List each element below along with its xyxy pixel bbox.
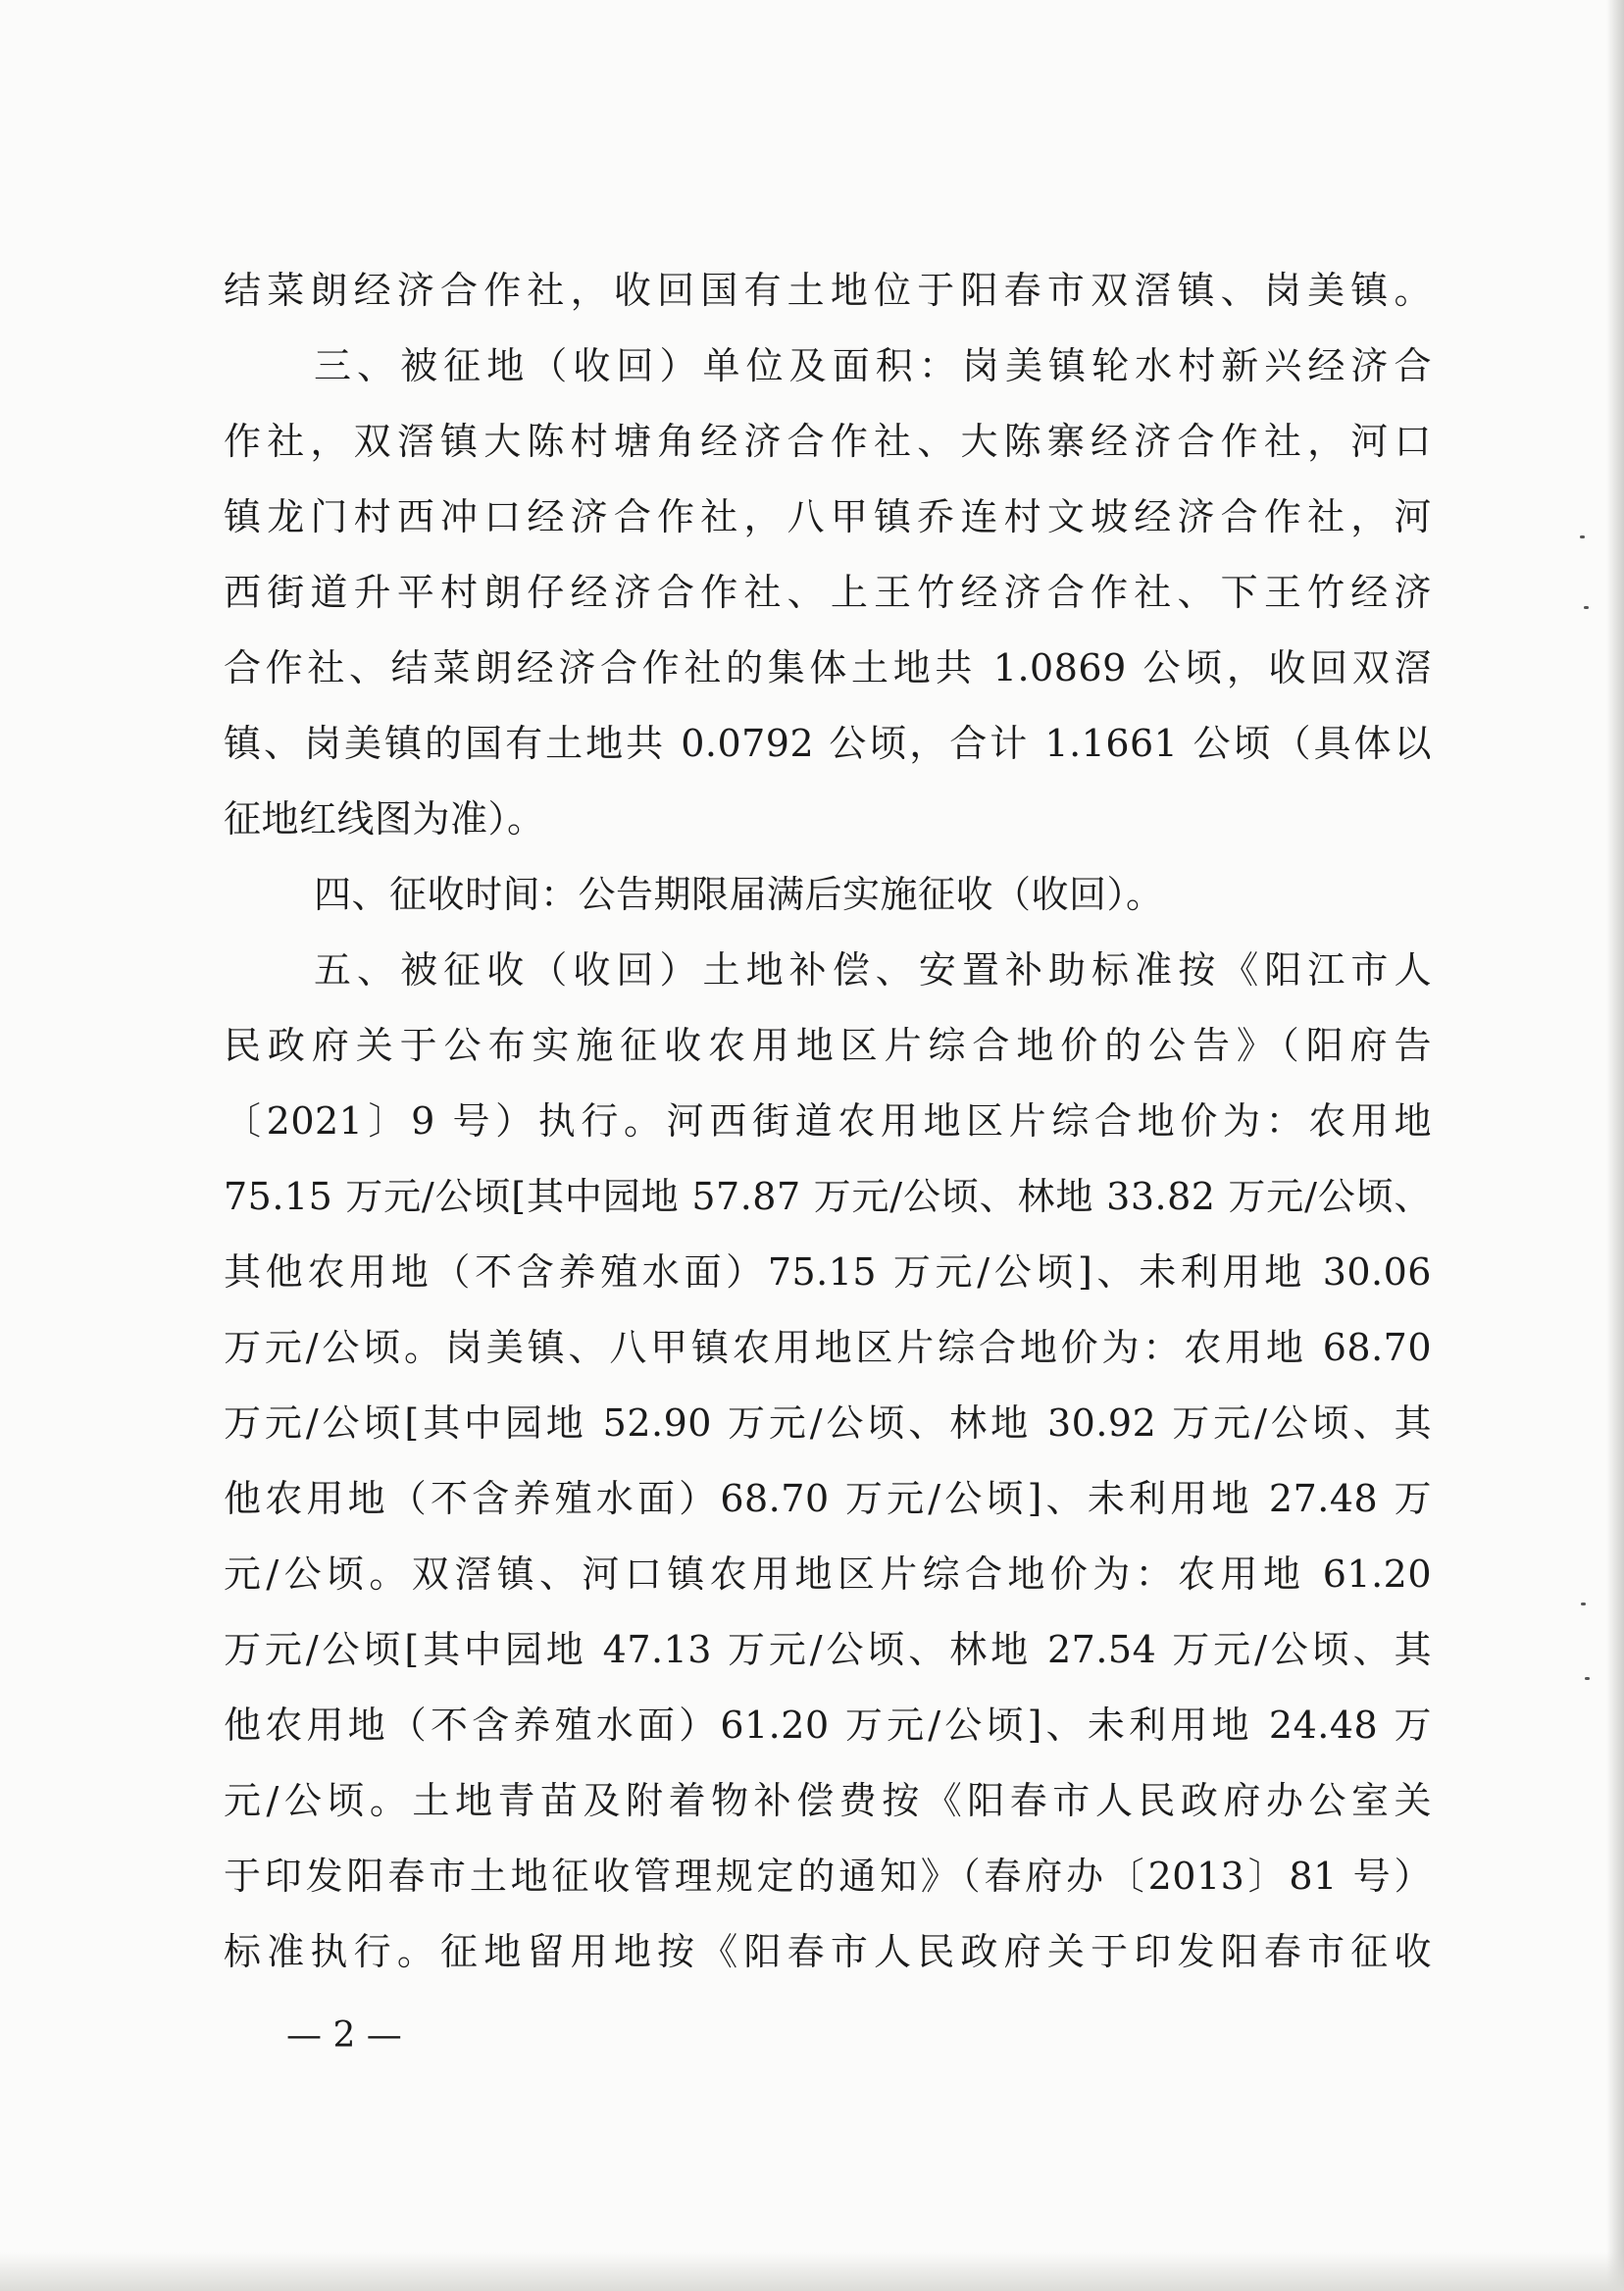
text-line: 结菜朗经济合作社，收回国有土地位于阳春市双滘镇、岗美镇。 xyxy=(224,269,1432,312)
text-line: 他农用地（不含养殖水面）61.20 万元/公顷]、未利用地 24.48 万 xyxy=(224,1704,1432,1747)
scan-speck xyxy=(1581,1603,1586,1605)
scan-speck xyxy=(1585,1677,1590,1680)
text-line: 征地红线图为准）。 xyxy=(224,797,545,840)
body-text xyxy=(224,253,1432,1990)
text-line: 四、征收时间：公告期限届满后实施征收（收回）。 xyxy=(314,873,1164,916)
text-line: 作社，双滘镇大陈村塘角经济合作社、大陈寨经济合作社，河口 xyxy=(224,420,1432,463)
text-line: 他农用地（不含养殖水面）68.70 万元/公顷]、未利用地 27.48 万 xyxy=(224,1477,1432,1520)
text-line: 元/公顷。土地青苗及附着物补偿费按《阳春市人民政府办公室关 xyxy=(224,1779,1432,1822)
text-line: 万元/公顷[其中园地 52.90 万元/公顷、林地 30.92 万元/公顷、其 xyxy=(224,1401,1432,1445)
text-line: 标准执行。征地留用地按《阳春市人民政府关于印发阳春市征收 xyxy=(224,1930,1432,1973)
text-line: 合作社、结菜朗经济合作社的集体土地共 1.0869 公顷，收回双滘 xyxy=(224,646,1432,689)
page-number: — 2 — xyxy=(286,2015,402,2056)
text-line: 万元/公顷[其中园地 47.13 万元/公顷、林地 27.54 万元/公顷、其 xyxy=(224,1628,1432,1671)
scan-shadow-right xyxy=(1606,0,1624,2291)
scan-speck xyxy=(1580,535,1585,538)
text-line: 镇、岗美镇的国有土地共 0.0792 公顷，合计 1.1661 公顷（具体以 xyxy=(224,722,1432,765)
scan-speck xyxy=(1584,606,1589,609)
text-line: 民政府关于公布实施征收农用地区片综合地价的公告》（阳府告 xyxy=(224,1024,1432,1067)
text-line: 五、被征收（收回）土地补偿、安置补助标准按《阳江市人 xyxy=(314,948,1432,992)
text-line: 其他农用地（不含养殖水面）75.15 万元/公顷]、未利用地 30.06 xyxy=(224,1250,1432,1294)
text-line: 三、被征地（收回）单位及面积：岗美镇轮水村新兴经济合 xyxy=(314,344,1432,387)
text-line: 万元/公顷。岗美镇、八甲镇农用地区片综合地价为：农用地 68.70 xyxy=(224,1326,1432,1369)
text-line: 于印发阳春市土地征收管理规定的通知》（春府办〔2013〕81 号） xyxy=(224,1855,1432,1898)
scan-shadow-bottom xyxy=(0,2252,1624,2291)
text-line: 镇龙门村西冲口经济合作社，八甲镇乔连村文坡经济合作社，河 xyxy=(224,495,1432,538)
text-line: 75.15 万元/公顷[其中园地 57.87 万元/公顷、林地 33.82 万元/公顷、 xyxy=(224,1175,1432,1218)
text-line: 元/公顷。双滘镇、河口镇农用地区片综合地价为：农用地 61.20 xyxy=(224,1553,1432,1596)
text-line: 〔2021〕9 号）执行。河西街道农用地区片综合地价为：农用地 xyxy=(224,1099,1432,1143)
text-line: 西街道升平村朗仔经济合作社、上王竹经济合作社、下王竹经济 xyxy=(224,571,1432,614)
